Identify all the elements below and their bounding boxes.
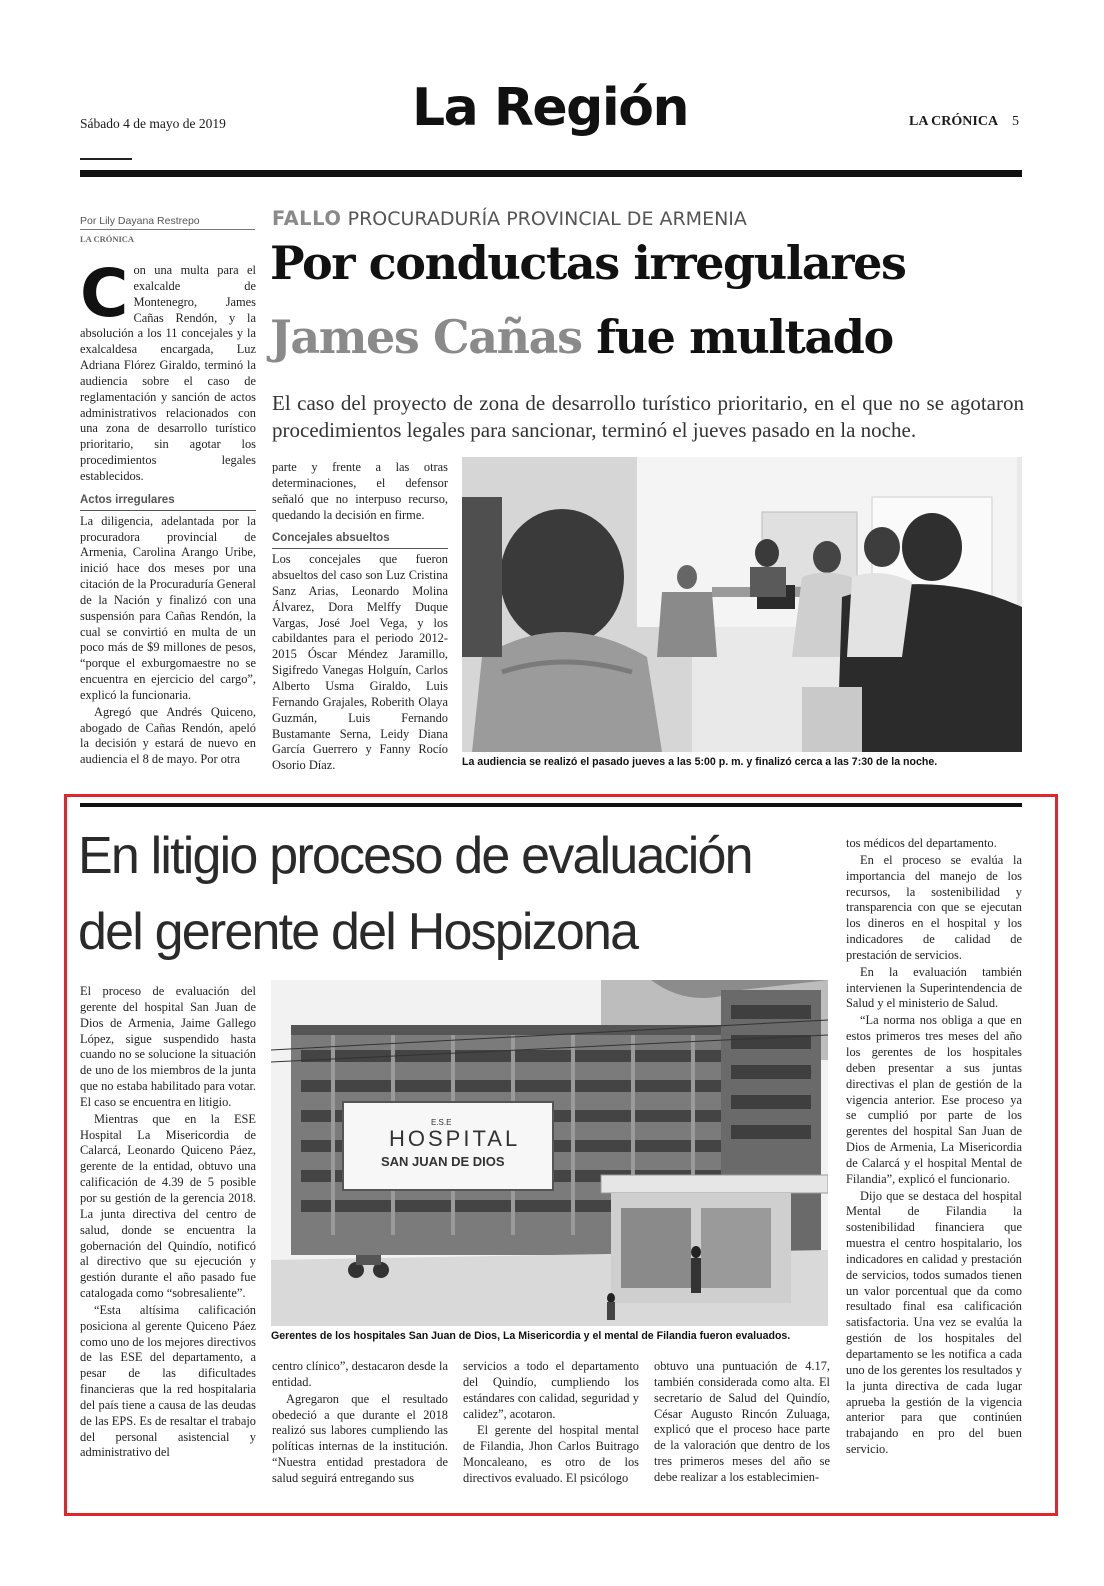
article2-col5-para3: En la evaluación también intervienen la Superintendencia de Salud y el ministerio de Salud. — [846, 964, 1022, 1011]
article1-deck: El caso del proyecto de zona de desarrollo turístico prioritario, en el que no se agotaron procedimientos legales para sancionar, terminó el jueves pasado en la noche. — [272, 391, 1024, 442]
article2-col3-para2: El gerente del hospital mental de Filandia, Jhon Carlos Buitrago Moncaleano, es otro de los directivos evaluado. El psicólogo — [463, 1423, 639, 1485]
hospital-sign-ese: E.S.E — [431, 1118, 452, 1127]
article1-column-1 — [80, 255, 256, 768]
article1-col1-para1: Con una multa para el exalcalde de Montenegro, James Cañas Rendón, y la absolución a los 11 concejales y la exalcaldesa encargada, Luz Adriana Flórez Giraldo, terminó la audiencia sobre el caso de reglamentación y sanción de actos administrativos relacionados con una zona de desarrollo turístico prioritario, sin agotar los procedimientos legales establecidos. — [80, 255, 256, 483]
byline: Por Lily Dayana Restrepo — [80, 215, 200, 227]
hearing-photo — [462, 457, 1022, 752]
hospital-sign-subtitle: SAN JUAN DE DIOS — [381, 1154, 505, 1169]
article2-col1-para2: Mientras que en la ESE Hospital La Misericordia de Calarcá, Leonardo Quiceno Páez, gerente de la entidad, obtuvo una calificación de 4.39 de 5 posible por su gestión de la gerencia 2018. La junta directiva del centro de salud, donde se encuentra la gobernación del Quindío, notificó al directivo que su ejecución y gestión durante el año pasado fue catalogada como “sobresaliente”. — [80, 1111, 256, 1301]
article1-kicker — [272, 207, 747, 230]
article2-column-5 — [846, 836, 1022, 1458]
article2-col5-para5: Dijo que se destaca del hospital Mental de Filandia la sostenibilidad financiera que muestra el centro hospitalario, los indicadores en calidad y prestación de servicios, todos sumados tienen un valor porcentual que da como resultado final esa calificación satisfactoria. Una vez se evalúa la gestión de los hospitales del departamento se les notifica a cada uno de los gerentes los resultados y la junta directiva de cada lugar aprueba la gestión de la vigencia anterior para que continúen trabajando en pro del buen servicio. — [846, 1188, 1022, 1457]
dropcap-letter: C — [80, 255, 129, 332]
article2-col4-para1: obtuvo una puntuación de 4.17, también considerada como alta. El secretario de Salud del Quindío, César Augusto Rincón Zuluaga, explicó que el proceso hace parte de la valoración que dentro de los tres primeros meses del año se debe realizar a los establecimien- — [654, 1359, 830, 1484]
header-short-rule — [80, 158, 132, 160]
article2-col5-para2: En el proceso se evalúa la importancia del manejo de los recursos, la sostenibilidad y transparencia con que se ejecutan los dineros en el hospital y los indicadores de calidad de prestación de servicios. — [846, 852, 1022, 962]
subhead-concejales-absueltos: Concejales absueltos — [272, 531, 448, 549]
header-thick-rule — [80, 170, 1022, 177]
article1-headline-line1: Por conductas irregulares — [270, 236, 906, 290]
article1-col2-para2: Los concejales que fueron absueltos del caso son Luz Cristina Sanz Arias, Leonardo Molina Álvarez, Dora Melffy Duque Vargas, José Joel Vega, y los cabildantes para el periodo 2012-2015 Óscar Méndez Jaramillo, Sigifredo Vanegas Holguín, Carlos Alberto Usma Giraldo, Luis Fernando Grajales, Roberith Olaya Guzmán, Luis Fernando Bustamante Serna, Leidy Diana García Guerrero y Fanny Rocío Osorio Díaz. — [272, 552, 448, 773]
hospital-sign-title: HOSPITAL — [389, 1126, 521, 1151]
article1-column-2 — [272, 460, 448, 774]
headline-gray-part: James Cañas — [270, 310, 582, 364]
issue-date: Sábado 4 de mayo de 2019 — [80, 116, 226, 131]
article1-col2-para1: parte y frente a las otras determinaciones, el defensor señaló que no interpuso recurso, quedando la decisión en firme. — [272, 460, 448, 522]
article2-col3-para1: servicios a todo el departamento del Quindío, cumpliendo los estándares con calidad, seguridad y calidez”, acotaron. — [463, 1359, 639, 1421]
article2-col5-para4: “La norma nos obliga a que en estos primeros tres meses del año los gerentes de los hospitales deben presentar a sus juntas directivas el plan de gestión de la vigencia anterior. Ese proceso ya se cumplió por parte de los gerentes del hospital San Juan de Dios de Armenia, La Misericordia de Calarcá y el hospital Mental de Filandia”, explicó el funcionario. — [846, 1013, 1022, 1186]
article2-column-1 — [80, 984, 256, 1461]
article2-headline-line1: En litigio proceso de evaluación — [78, 827, 752, 885]
article1-headline-line2 — [270, 310, 893, 364]
article2-column-3 — [463, 1359, 639, 1487]
byline-org: LA CRÓNICA — [80, 234, 135, 244]
article2-column-2 — [272, 1359, 448, 1487]
article2-top-rule — [80, 803, 1022, 807]
page-number: 5 — [1012, 114, 1019, 129]
publication-name: LA CRÓNICA — [909, 114, 999, 129]
hospital-photo-caption: Gerentes de los hospitales San Juan de Dios, La Misericordia y el mental de Filandia fueron evaluados. — [271, 1330, 791, 1342]
article2-col5-para1: tos médicos del departamento. — [846, 836, 997, 850]
article2-col2-para1: centro clínico”, destacaron desde la entidad. — [272, 1359, 448, 1389]
article2-col2-para2: Agregaron que el resultado obedeció a que durante el 2018 realizó sus labores cumpliendo las políticas internas de la institución. “Nuestra entidad prestadora de salud seguirá entregando sus — [272, 1391, 448, 1485]
article2-column-4 — [654, 1359, 830, 1486]
subhead-actos-irregulares: Actos irregulares — [80, 493, 256, 511]
headline-black-part: fue multado — [596, 310, 893, 364]
article2-col1-para1: El proceso de evaluación del gerente del hospital San Juan de Dios de Armenia, Jaime Gallego López, sigue suspendido hasta cuando no se solucione la situación de uno de los miembros de la junta que no estaba habilitado para votar. El caso se encuentra en litigio. — [80, 984, 256, 1109]
kicker-text: PROCURADURÍA PROVINCIAL DE ARMENIA — [347, 208, 747, 230]
article1-col1-para2: La diligencia, adelantada por la procuradora provincial de Armenia, Carolina Arango Uribe, inició hace dos meses por una citación de la Procuraduría General de la Nación y finalizó con una suspensión para Cañas Rendón, la cual se convirtió en multa de un poco más de $9 millones de pesos, “porque el exburgomaestre no se encuentra en ejercicio del cargo”, explicó la funcionaria. — [80, 513, 256, 702]
article2-headline-line2: del gerente del Hospizona — [78, 903, 638, 961]
article2-col1-para3: “Esta altísima calificación posiciona al gerente Quiceno Páez como uno de los mejores directivos de las ESE del departamento, a pesar de las dificultades financieras que la red hospitalaria del país tiene a causa de las deudas de las EPS. Es de resaltar el trabajo del personal asistencial y administrativo del — [80, 1302, 256, 1460]
article1-col1-para3: Agregó que Andrés Quiceno, abogado de Cañas Rendón, apeló la decisión y estará de nuevo en audiencia el 8 de mayo. Por otra — [80, 704, 256, 767]
hospital-photo — [271, 980, 828, 1326]
byline-rule — [80, 229, 255, 230]
section-title: La Región — [412, 78, 688, 138]
hearing-photo-caption: La audiencia se realizó el pasado jueves a las 5:00 p. m. y finalizó cerca a las 7:30 de la noche. — [462, 756, 938, 768]
kicker-label: FALLO — [272, 207, 342, 230]
